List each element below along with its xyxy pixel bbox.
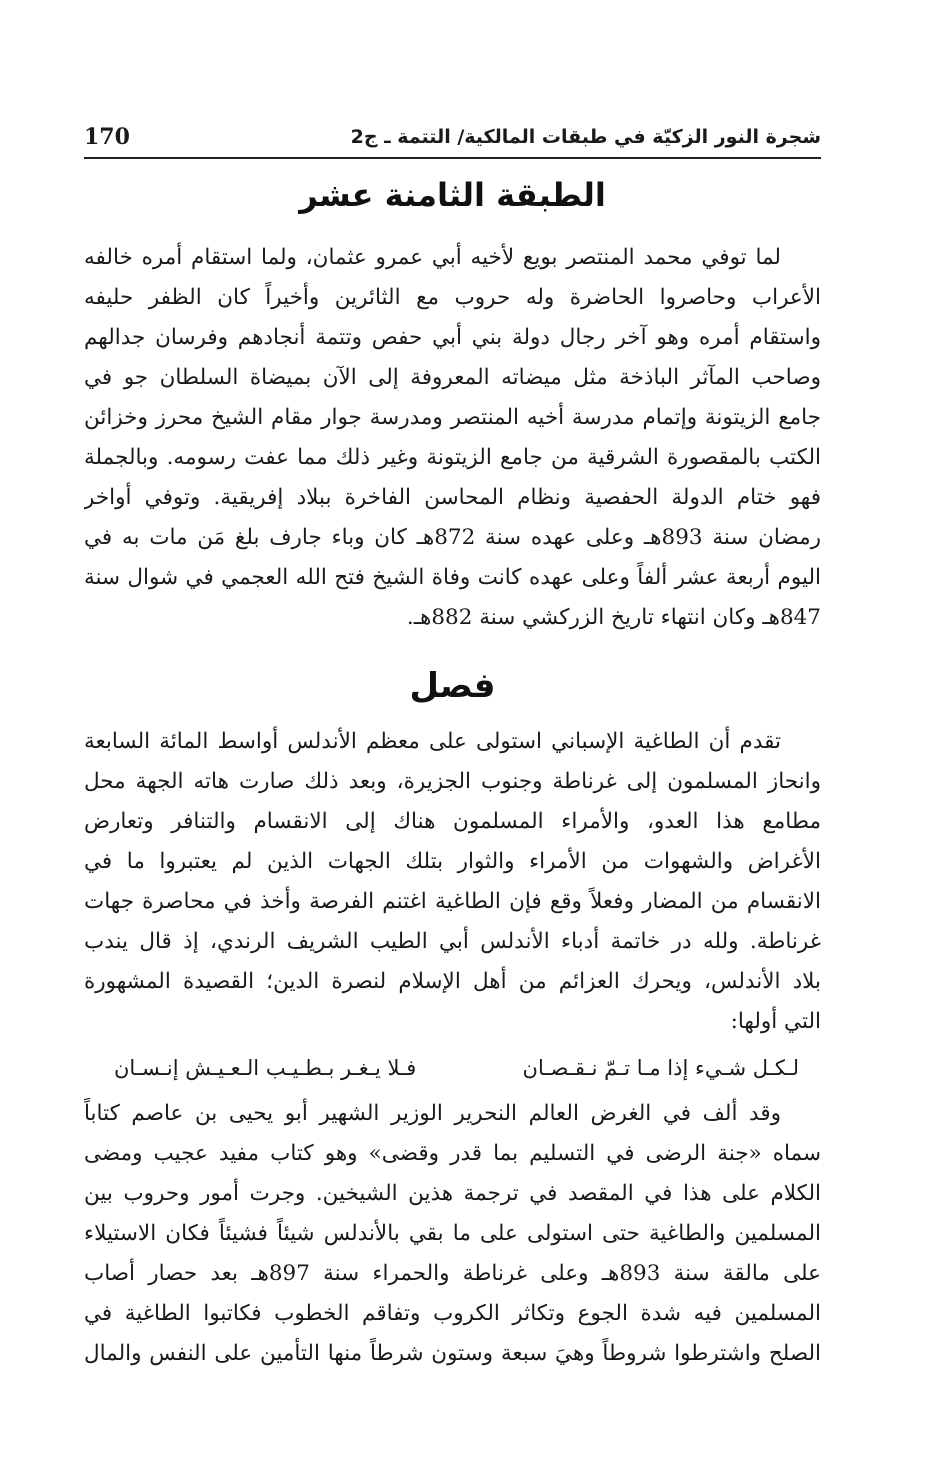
header-rule — [84, 157, 821, 159]
text-line: 847هـ وكان انتهاء تاريخ الزركشي سنة 882هـ. — [406, 605, 821, 630]
running-title: شجرة النور الزكيّة في طبقات المالكية/ التتمة ـ ج2 — [350, 126, 821, 148]
text-line: اليوم أربعة عشر ألفاً وعلى عهده كانت وفاة الشيخ فتح الله العجمي في شوال سنة — [84, 565, 821, 590]
paragraph-3 — [84, 1094, 821, 1374]
text-line: المسلمين فيه شدة الجوع وتكاثر الكروب وتفاقم الخطوب فكاتبوا الطاغية في — [84, 1301, 821, 1326]
poem-hemistich-second: فـلا يـغـر بـطـيـب الـعـيـش إنـسـان — [114, 1056, 417, 1080]
text-line: مطامع هذا العدو، والأمراء المسلمون هناك إلى الانقسام والتنافر وتعارض — [84, 809, 821, 834]
poem-hemistich-first: لـكـل شـيء إذا مـا تـمّ نـقـصـان — [522, 1056, 799, 1080]
paragraph-2 — [84, 722, 821, 1042]
text-line: الأعراب وحاصروا الحاضرة وله حروب مع الثائرين وأخيراً كان الظفر حليفه — [84, 285, 821, 310]
poem-verse — [84, 1048, 821, 1088]
text-line: بلاد الأندلس، ويحرك العزائم من أهل الإسلام لنصرة الدين؛ القصيدة المشهورة — [84, 969, 821, 994]
text-line: الصلح واشترطوا شروطاً وهيَ سبعة وستون شرطاً منها التأمين على النفس والمال — [84, 1341, 821, 1366]
text-line: وانحاز المسلمون إلى غرناطة وجنوب الجزيرة، وبعد ذلك صارت هاته الجهة محل — [84, 769, 821, 794]
text-line: الكلام على هذا في المقصد في ترجمة هذين الشيخين. وجرت أمور وحروب بين — [84, 1181, 821, 1206]
text-line: الأغراض والشهوات من الأمراء والثوار بتلك الجهات الذين لم يعتبروا ما في — [84, 849, 821, 874]
text-line: غرناطة. ولله در خاتمة أدباء الأندلس أبي الطيب الشريف الرندي، إذ قال يندب — [84, 929, 821, 954]
text-line: على مالقة سنة 893هـ وعلى غرناطة والحمراء سنة 897هـ بعد حصار أصاب — [84, 1261, 821, 1286]
text-line: واستقام أمره وهو آخر رجال دولة بني أبي حفص وتتمة أنجادهم وفرسان جدالهم — [84, 325, 821, 350]
page-number: 170 — [84, 124, 130, 150]
page-header — [84, 120, 821, 154]
text-line: لما توفي محمد المنتصر بويع لأخيه أبي عمرو عثمان، ولما استقام أمره خالفه — [84, 245, 781, 270]
text-line: وصاحب المآثر الباذخة مثل ميضاته المعروفة إلى الآن بميضاة السلطان جو في — [84, 365, 821, 390]
text-line: الكتب بالمقصورة الشرقية من جامع الزيتونة وغير ذلك مما عفت رسومه. وبالجملة — [84, 445, 821, 470]
text-line: التي أولها: — [730, 1009, 821, 1034]
section-heading: فصل — [409, 666, 496, 706]
text-line: وقد ألف في الغرض العالم النحرير الوزير الشهير أبو يحيى بن عاصم كتاباً — [84, 1101, 781, 1126]
text-line: جامع الزيتونة وإتمام مدرسة أخيه المنتصر ومدرسة جوار مقام الشيخ محرز وخزائن — [84, 405, 821, 430]
text-line: المسلمين والطاغية حتى استولى على ما بقي بالأندلس شيئاً فشيئاً فكان الاستيلاء — [84, 1221, 821, 1246]
text-line: الانقسام من المضار وفعلاً وقع فإن الطاغية اغتنم الفرصة وأخذ في محاصرة جهات — [84, 889, 821, 914]
text-line: فهو ختام الدولة الحفصية ونظام المحاسن الفاخرة ببلاد إفريقية. وتوفي أواخر — [84, 485, 821, 510]
text-line: رمضان سنة 893هـ وعلى عهده سنة 872هـ كان وباء جارف بلغ مَن مات به في — [84, 525, 821, 550]
text-line: تقدم أن الطاغية الإسباني استولى على معظم الأندلس أواسط المائة السابعة — [84, 729, 781, 754]
paragraph-1 — [84, 238, 821, 638]
text-line: سماه «جنة الرضى في التسليم بما قدر وقضى» وهو كتاب مفيد عجيب ومضى — [84, 1141, 821, 1166]
chapter-heading: الطبقة الثامنة عشر — [299, 176, 606, 214]
